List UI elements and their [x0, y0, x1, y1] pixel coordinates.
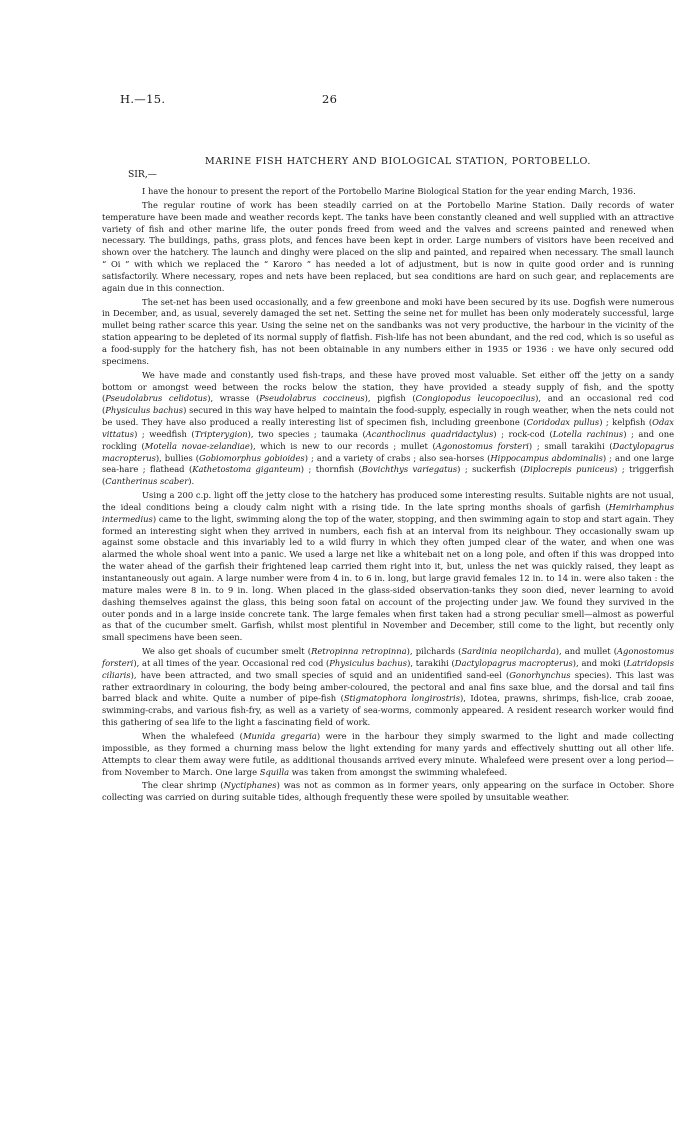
- species-name: Gonorhynchus: [509, 669, 571, 680]
- species-name: Gobiomorphus gobioides: [199, 452, 305, 463]
- species-name: Physiculus bachus: [329, 657, 408, 668]
- species-name: Coridodax pullus: [526, 417, 600, 428]
- species-name: Pseudolabrus coccineus: [259, 393, 365, 404]
- paragraph-text: ) secured in this way have helped to maintain the food-supply, especially in rough weather, when the nets could not be used. They have also produced a really interesting list of specimen fish, including greenbone (: [102, 405, 674, 428]
- salutation: SIR,—: [128, 169, 157, 180]
- paragraph: [102, 200, 674, 295]
- paragraph-text: ), at all times of the year. Occasional red cod (: [133, 657, 330, 668]
- paragraph-text: ), pilchards (: [406, 646, 462, 657]
- paragraph-text: ).: [188, 476, 195, 487]
- paragraph-text: ), bullies (: [155, 452, 200, 463]
- species-name: Pseudolabrus celidotus: [105, 393, 208, 404]
- report-title: MARINE FISH HATCHERY AND BIOLOGICAL STATION, PORTOBELLO.: [204, 156, 592, 167]
- page-header: [102, 92, 674, 114]
- paragraph-text: ) ; and one large sea-hare ; flathead (: [102, 452, 674, 475]
- paragraph-text: ), Idotea, prawns, shrimps, fish-lice, crab zooae, swimming-crabs, and various fish-fry, as well as a variety of sea-worms, commonly appeared. A resident research worker would find this gathering of sea life to the light a fascinating field of work.: [102, 693, 675, 728]
- paragraph-text: ), pigfish (: [364, 393, 416, 404]
- species-name: Stigmatophora longirostris: [343, 693, 460, 704]
- species-name: Hippocampus abdominalis: [490, 452, 603, 463]
- species-name: Agonostomus forsteri: [435, 440, 529, 451]
- paragraph: [102, 186, 674, 198]
- paragraph-text: ) were in the harbour they simply swarmed to the light and made collecting impossible, as they formed a churning mass below the light extending for many yards and effectively shutting out all other life. Attempts to clear them away were futile, as additional thousands arrived every minute. Whalefeed were present over a long period—from November to March. One large: [102, 730, 674, 777]
- paragraph-text: ) came to the light, swimming along the top of the water, stopping, and then swimming again to stop and start again. They formed an interesting sight when they arrived in numbers, each fish at an interval from its neighbour. They occasionally swam up against some obstacle and this invariably led to a wild flurry in which they often jumped clear of the water, and when one was alarmed the whole shoal went into a panic. We used a large net like a whitebait net on a long pole, and often if this was dropped into the water ahead of the garfish their frightened leap carried them right into it, but, unless the net was quickly raised, they leapt as instantaneously out again. A large number were from 4 in. to 6 in. long, but large gravid females 12 in. to 14 in. were also taken : the mature males were 8 in. to 9 in. long. When placed in the glass-sided observation-tanks they soon died, never learning to avoid dashing themselves against the glass, this being soon fatal on account of the projecting under jaw. We found they survived in the outer ponds and in a large inside concrete tank. The large females when first taken had a strong peculiar smell—almost as powerful as that of the cucumber smelt. Garfish, whilst most plentiful in November and December, still come to the light, but recently only small specimens have been seen.: [102, 513, 674, 643]
- page-reference: H.—15.: [120, 92, 166, 106]
- paragraph-text: I have the honour to present the report of the Portobello Marine Biological Station for the year ending March, 1936.: [142, 186, 636, 196]
- paragraph-text: ) ; and one rockling (: [102, 428, 675, 451]
- species-name: Kathetostoma giganteum: [192, 464, 301, 475]
- paragraph-text: ), and mullet (: [555, 646, 617, 657]
- species-name: Odax vittatus: [102, 417, 674, 439]
- species-name: Acanthoclinus quadridactylus: [365, 428, 494, 439]
- paragraph-text: ) ; rock-cod (: [493, 428, 553, 439]
- paragraph-text: ), tarakihi (: [407, 657, 455, 668]
- species-name: Nyctiphanes: [223, 780, 277, 791]
- report-body: [102, 186, 674, 804]
- species-name: Sardinia neopilchardа: [461, 646, 556, 657]
- paragraph-text: ) was not as common as in former years, only appearing on the surface in October. Shore collecting was carried on during suitable tides, although frequently these were spoiled by unsuitable weather.: [102, 780, 675, 803]
- paragraph-text: ), which is new to our records ; mullet (: [249, 440, 436, 451]
- paragraph-text: ) ; triggerfish (: [102, 464, 674, 487]
- species-name: Dactylopagrus macropterus: [454, 657, 573, 668]
- paragraph: [102, 731, 674, 778]
- paragraph-text: was taken from amongst the swimming whalefeed.: [289, 766, 508, 777]
- paragraph-text: The regular routine of work has been steadily carried on at the Portobello Marine Station. Daily records of water temperature have been made and weather records kept. The tanks have been constantly cleaned and well supplied with an attractive variety of fish and other marine life, the outer ponds freed from weed and the valves and screens painted and renewed when necessary. The buildings, paths, grass plots, and fences have been kept in order. Large numbers of visitors have been received and shown over the hatchery. The launch and dinghy were placed on the slip and painted, and repaired when necessary. The small launch “ Oi ” with which we replaced the “ Karoro ” has needed a lot of adjustment, but is now in quite good order and is running satisfactorily. Where necessary, ropes and nets have been replaced, but sea conditions are hard on such gear, and replacements are again due in this connection.: [102, 199, 674, 293]
- species-name: Cantherinus scaber: [105, 476, 189, 487]
- paragraph-text: The clear shrimp (: [142, 780, 224, 791]
- species-name: Squilla: [259, 766, 290, 777]
- paragraph-text: ), have been attracted, and two small species of squid and an unidentified sand-eel (: [130, 669, 510, 680]
- paragraph-text: ) ; small tarakihi (: [528, 440, 613, 451]
- species-name: Lotella rachinus: [552, 428, 624, 439]
- species-name: Hemirhamphus intermedius: [102, 501, 674, 524]
- paragraph-text: ), and an occasional red cod (: [102, 393, 674, 416]
- species-name: Motella novae-zelandiae: [144, 440, 250, 451]
- paragraph-text: We also get shoals of cucumber smelt (: [142, 646, 312, 657]
- paragraph-text: Using a 200 c.p. light off the jetty close to the hatchery has produced some interesting results. Suitable nights are not usual, the ideal conditions being a cloudy calm night with a rising tide. In the late spring months shoals of garfish (: [102, 490, 674, 512]
- species-name: Congiopodus leucopoecilus: [415, 393, 536, 404]
- paragraph: [102, 490, 674, 644]
- paragraph-text: ) ; kelpfish (: [599, 417, 653, 428]
- species-name: Latridopsis ciliaris: [102, 657, 675, 680]
- paragraph-text: ), and moki (: [572, 657, 627, 668]
- paragraph-text: We have made and constantly used fish-traps, and these have proved most valuable. Set either off the jetty on a sandy bottom or amongst weed between the rocks below the station, they have provided a steady supply of fish, and the spotty (: [102, 369, 674, 404]
- species-name: Physiculus bachus: [105, 405, 184, 416]
- paragraph-text: ), two species ; taumaka (: [247, 428, 366, 439]
- species-name: Bovichthys variegatus: [361, 464, 458, 475]
- paragraph-text: species). This last was rather extraordinary in colouring, the body being amber-coloured, the pectoral and anal fins saxe blue, and the dorsal and tail fins barred black and white. Quite a number of pipe-fish (: [102, 669, 674, 704]
- page-number: 26: [322, 92, 338, 106]
- paragraph: [102, 780, 674, 804]
- paragraph: [102, 297, 674, 368]
- species-name: Diplocrepis puniceus: [523, 464, 615, 475]
- species-name: Retropinna retropinna: [311, 646, 407, 657]
- paragraph: [102, 370, 674, 488]
- species-name: Tripterygion: [194, 428, 248, 439]
- species-name: Dactylopagrus macropterus: [102, 440, 675, 463]
- paragraph-text: When the whalefeed (: [142, 730, 243, 741]
- paragraph-text: ), wrasse (: [207, 393, 260, 404]
- paragraph: [102, 646, 674, 729]
- species-name: Munida gregaria: [242, 730, 317, 741]
- paragraph-text: The set-net has been used occasionally, and a few greenbone and moki have been secured by its use. Dogfish were numerous in December, and, as usual, severely damaged the set net. Setting the seine net for mullet has been only moderately successful, large mullet being rather scarce this year. Using the seine net on the sandbanks was not very productive, the harbour in the vicinity of the station appearing to be depleted of its normal supply of flatfish. Fish-life has not been abundant, and the red cod, which is so useful as a food-supply for the hatchery fish, has not been obtainable in any numbers either in 1935 or 1936 : we have only secured odd specimens.: [102, 296, 674, 366]
- species-name: Agonostomus forsteri: [102, 646, 675, 668]
- paragraph-text: ) ; weedfish (: [134, 428, 195, 439]
- paragraph-text: ) ; thornfish (: [300, 464, 362, 475]
- paragraph-text: ) ; suckerfish (: [457, 464, 524, 475]
- paragraph-text: ) ; and a variety of crabs ; also sea-horses (: [304, 452, 491, 463]
